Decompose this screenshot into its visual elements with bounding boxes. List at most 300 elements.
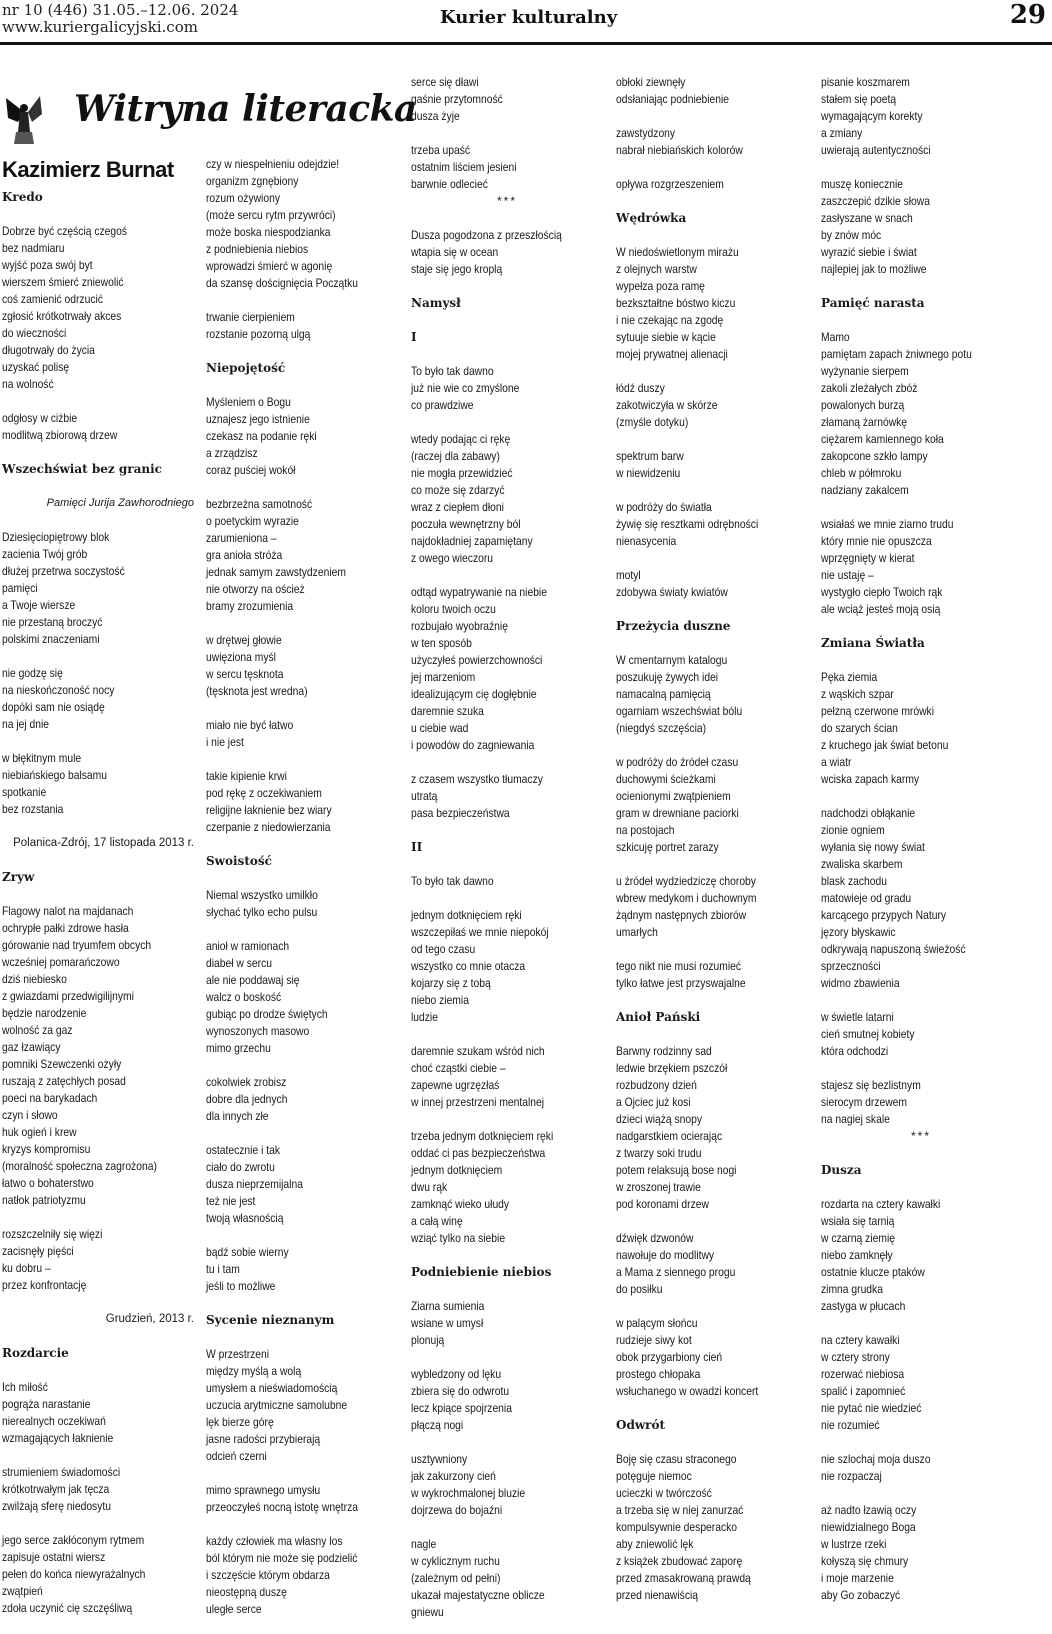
verse-line: nieostępną duszę [206, 1585, 287, 1599]
verse-line: nie godzę się [2, 666, 63, 680]
verse-line: ale wciąż jesteś moją osią [821, 602, 941, 616]
verse-line: u źródeł wydziedziczę choroby [616, 874, 756, 888]
verse-line: ostatecznie i tak [206, 1143, 281, 1157]
verse-line: do posiłku [616, 1282, 663, 1296]
stanza-break [616, 992, 781, 1009]
verse-line: chleb w półmroku [821, 466, 902, 480]
verse-line: a wiatr [821, 755, 852, 769]
verse-line: Dusza pogodzona z przeszłością [411, 228, 562, 242]
verse-line: dziś niebiesko [2, 972, 67, 986]
verse-line: koloru twoich oczu [411, 602, 496, 616]
verse-line: pełen do końca niewyrażalnych [2, 1567, 146, 1581]
stanza-break [821, 992, 993, 1009]
verse-line: ale nie poddawaj się [206, 973, 300, 987]
stanza-break [2, 1362, 167, 1379]
site-url[interactable]: www.kuriergalicyjski.com [2, 18, 198, 36]
verse-line: spalić i zapomnieć [821, 1384, 906, 1398]
stanza-break [206, 292, 371, 309]
verse-line: może boska niespodzianka [206, 225, 331, 239]
poem-dateline: Grudzień, 2013 r. [105, 1313, 194, 1325]
verse-line: walcz o boskość [206, 990, 282, 1004]
verse-line: nie ustaję – [821, 568, 874, 582]
poem-title: Kredo [2, 190, 43, 204]
stanza-break [206, 1227, 371, 1244]
verse-line: zgłosić krótkotrwały akces [2, 309, 122, 323]
verse-line: Niemal wszystko umilkło [206, 888, 318, 902]
verse-line: umarłych [616, 925, 658, 939]
verse-line: (moralność społeczna zagrożona) [2, 1159, 157, 1173]
verse-line: wtedy podając ci rękę [411, 432, 511, 446]
verse-line: nie otworzy na oścież [206, 582, 305, 596]
verse-line: zaszczepić dzikie słowa [821, 194, 930, 208]
stanza-break [616, 635, 781, 652]
verse-line: Dziesięciopiętrowy blok [2, 530, 110, 544]
verse-line: stałem się poetą [821, 92, 897, 106]
stanza-break [616, 108, 781, 125]
stanza-break [411, 278, 576, 295]
verse-line: w podróży do światła [616, 500, 712, 514]
verse-line: odsłaniając podniebienie [616, 92, 730, 106]
verse-line: wyłania się nowy świat [821, 840, 925, 854]
verse-line: niewidzialnego Boga [821, 1520, 916, 1534]
verse-line: w cyklicznym ruchu [411, 1554, 500, 1568]
column-2 [206, 156, 398, 1618]
verse-line: opływa rozgrzeszeniem [616, 177, 724, 191]
stanza-break [206, 615, 371, 632]
verse-line: nierealnych oczekiwań [2, 1414, 106, 1428]
verse-line: ochrypłe pałki zdrowe hasła [2, 921, 129, 935]
poem-title: Niepojętość [206, 361, 286, 375]
stanza-break [206, 1057, 371, 1074]
verse-line: zacisnęły pięści [2, 1244, 74, 1258]
verse-line: natłok patriotyzmu [2, 1193, 86, 1207]
verse-line: wypełza poza ramę [616, 279, 705, 293]
verse-line: do wieczności [2, 326, 67, 340]
verse-line: żądnym następnych zbiorów [616, 908, 747, 922]
verse-line: a trzeba się w niej zanurzać [616, 1503, 744, 1517]
verse-line: gra anioła stróża [206, 548, 283, 562]
verse-line: pisanie koszmarem [821, 75, 910, 89]
angel-statue-icon [2, 92, 46, 144]
verse-line: zasłyszane w snach [821, 211, 913, 225]
poem-title: Rozdarcie [2, 1346, 69, 1360]
stanza-break [821, 1060, 993, 1077]
stanza-break [616, 856, 781, 873]
verse-line: zarumieniona – [206, 531, 277, 545]
verse-line: Ziarna sumienia [411, 1299, 485, 1313]
poem-title: Dusza [821, 1163, 862, 1177]
verse-line: długotrwały do życia [2, 343, 95, 357]
verse-line: diabeł w sercu [206, 956, 272, 970]
verse-line: bądź sobie wierny [206, 1245, 289, 1259]
verse-line: wbrew medykom i duchownym [616, 891, 757, 905]
verse-line: w drętwej głowie [206, 633, 282, 647]
verse-line: prostego chłopaka [616, 1367, 701, 1381]
verse-line: dwu rąk [411, 1180, 448, 1194]
stanza-break [2, 206, 167, 223]
verse-line: pod rękę z oczekiwaniem [206, 786, 322, 800]
verse-line: a zrządzisz [206, 446, 258, 460]
verse-line: u ciebie wad [411, 721, 469, 735]
verse-line: (zmyśle dotyku) [616, 415, 689, 429]
stanza-break [616, 1213, 781, 1230]
verse-line: religijne łaknienie bez wiary [206, 803, 332, 817]
stanza-break [411, 1281, 576, 1298]
verse-line: bezbrzeżna samotność [206, 497, 313, 511]
verse-line: pełzną czerwone mrówki [821, 704, 934, 718]
poem-title: Zmiana Światła [821, 636, 925, 650]
verse-line: anioł w ramionach [206, 939, 290, 953]
verse-line: z olejnych warstw [616, 262, 697, 276]
poem-title: Przeżycia duszne [616, 619, 731, 633]
stanza-break [2, 1294, 167, 1311]
verse-line: nie szlochaj moja duszo [821, 1452, 931, 1466]
verse-line: ocienionymi zwątpieniem [616, 789, 731, 803]
stanza-break [2, 1515, 167, 1532]
verse-line: trzeba upaść [411, 143, 471, 157]
verse-line: dłużej przetrwa soczystość [2, 564, 125, 578]
verse-line: zbiera się do odwrotu [411, 1384, 510, 1398]
verse-line: gaśnie przytomność [411, 92, 503, 106]
verse-line: motyl [616, 568, 641, 582]
stanza-break [616, 737, 781, 754]
verse-line: z gwiazdami przedwigilijnymi [2, 989, 134, 1003]
verse-line: w błękitnym mule [2, 751, 82, 765]
verse-line: uwierają autentyczności [821, 143, 931, 157]
stanza-break [411, 414, 576, 431]
verse-line: odtąd wypatrywanie na niebie [411, 585, 547, 599]
stanza-break [2, 852, 167, 869]
stanza-break [821, 1145, 993, 1162]
verse-line: nienasycenia [616, 534, 677, 548]
verse-line: zastyga w płucach [821, 1299, 906, 1313]
verse-line: zdoła uczynić cię szczęśliwą [2, 1601, 133, 1615]
verse-line: rozszczelniły się więzi [2, 1227, 103, 1241]
stanza-break [206, 1329, 371, 1346]
verse-line: Mamo [821, 330, 850, 344]
verse-line: aby zniewolić lęk [616, 1537, 694, 1551]
verse-line: krótkotrwałym jak tęcza [2, 1482, 110, 1496]
verse-line: na postojach [616, 823, 675, 837]
verse-line: o poetyckim wyrazie [206, 514, 299, 528]
verse-line: modlitwą zbiorową drzew [2, 428, 118, 442]
stanza-break [411, 754, 576, 771]
verse-line: odkrywają napuszoną świeżość [821, 942, 966, 956]
verse-line: tu i tam [206, 1262, 240, 1276]
stanza-break [411, 1434, 576, 1451]
verse-line: To było tak dawno [411, 874, 494, 888]
verse-line: przed nienawiścią [616, 1588, 699, 1602]
verse-line: która odchodzi [821, 1044, 889, 1058]
verse-line: w ten sposób [411, 636, 472, 650]
verse-line: nawołuje do modlitwy [616, 1248, 715, 1262]
verse-line: ostatnie klucze ptaków [821, 1265, 925, 1279]
verse-line: jęzory błyskawic [821, 925, 896, 939]
verse-line: ostatnim liściem jesieni [411, 160, 517, 174]
verse-line: dobre dla jednych [206, 1092, 288, 1106]
verse-line: serce się dławi [411, 75, 479, 89]
verse-line: dzieci wiążą snopy [616, 1112, 703, 1126]
verse-line: nadgarstkiem ocierając [616, 1129, 723, 1143]
verse-line: w palącym słońcu [616, 1316, 698, 1330]
verse-line: i moje marzenie [821, 1571, 894, 1585]
verse-line: huk ogień i krew [2, 1125, 77, 1139]
verse-line: kołyszą się chmury [821, 1554, 909, 1568]
stanza-break [2, 886, 167, 903]
verse-line: kryzys kompromisu [2, 1142, 91, 1156]
verse-line: jak zakurzony cień [411, 1469, 496, 1483]
verse-line: a Mama z siennego progu [616, 1265, 736, 1279]
stanza-break [2, 733, 167, 750]
verse-line: każdy człowiek ma własny los [206, 1534, 343, 1548]
verse-line: najlepiej jak to możliwe [821, 262, 927, 276]
stanza-break [411, 822, 576, 839]
verse-line: wystygło ciepło Twoich rąk [821, 585, 943, 599]
verse-line: cień smutnej kobiety [821, 1027, 915, 1041]
verse-line: uznajesz jego istnienie [206, 412, 310, 426]
verse-line: niebiańskiego balsamu [2, 768, 108, 782]
verse-line: w podróży do źródeł czasu [616, 755, 739, 769]
verse-line: czerpanie z niedowierzania [206, 820, 331, 834]
stanza-break [411, 1111, 576, 1128]
verse-line: (raczej dla zabawy) [411, 449, 500, 463]
verse-line: pamiętam zapach żniwnego potu [821, 347, 972, 361]
verse-line: w sercu tęsknota [206, 667, 284, 681]
verse-line: Myśleniem o Bogu [206, 395, 291, 409]
verse-line: przez konfrontację [2, 1278, 87, 1292]
verse-line: wprowadzi śmierć w agonię [206, 259, 333, 273]
verse-line: wtapia się w ocean [411, 245, 499, 259]
stanza-break [411, 567, 576, 584]
verse-line: wziąć tylko na siebie [411, 1231, 506, 1245]
verse-line: zakotwiczyła w skórze [616, 398, 718, 412]
stanza-break [206, 921, 371, 938]
verse-line: sprzeczności [821, 959, 881, 973]
verse-line: poszukuję żywych idei [616, 670, 719, 684]
verse-line: duchowymi ścieżkami [616, 772, 716, 786]
verse-line: takie kipienie krwi [206, 769, 287, 783]
verse-line: przeoczyłeś nocną istotę wnętrza [206, 1500, 359, 1514]
section-separator: *** [910, 1129, 931, 1143]
verse-line: trzeba jednym dotknięciem ręki [411, 1129, 554, 1143]
verse-line: z wąskich szpar [821, 687, 894, 701]
verse-line: ciężarem kamiennego koła [821, 432, 944, 446]
verse-line: na nieskończoność nocy [2, 683, 115, 697]
verse-line: wynoszonych masowo [206, 1024, 310, 1038]
stanza-break [821, 1315, 993, 1332]
verse-line: sierocym drzewem [821, 1095, 908, 1109]
verse-line: choć cząstki ciebie – [411, 1061, 506, 1075]
verse-line: wyjść poza swój byt [2, 258, 93, 272]
verse-line: miało nie być łatwo [206, 718, 294, 732]
stanza-break [616, 1298, 781, 1315]
stanza-break [206, 343, 371, 360]
verse-line: karcącego przypych Natury [821, 908, 947, 922]
stanza-break [821, 1179, 993, 1196]
verse-line: matowieje od gradu [821, 891, 912, 905]
verse-line: rudzieje siwy kot [616, 1333, 692, 1347]
verse-line: a Twoje wiersze [2, 598, 76, 612]
verse-line: stajesz się bezlistnym [821, 1078, 921, 1092]
verse-line: nie mogła przewidzieć [411, 466, 513, 480]
verse-line: wprzęgnięty w kierat [821, 551, 915, 565]
verse-line: czekasz na podanie ręki [206, 429, 317, 443]
verse-line: zacienia Twój grób [2, 547, 88, 561]
stanza-break [616, 159, 781, 176]
verse-line: nabrał niebiańskich kolorów [616, 143, 743, 157]
verse-line: obłoki ziewnęły [616, 75, 686, 89]
verse-line: zdobywa światy kwiatów [616, 585, 728, 599]
verse-line: górowanie nad tryumfem obcych [2, 938, 152, 952]
verse-line: barwnie odlecieć [411, 177, 488, 191]
verse-line: kojarzy się z tobą [411, 976, 491, 990]
verse-line: ruszają z zatęchłych posad [2, 1074, 126, 1088]
verse-line: organizm zgnębiony [206, 174, 299, 188]
verse-line: łatwo o bohaterstwo [2, 1176, 94, 1190]
stanza-break [821, 1485, 993, 1502]
verse-line: Barwny rodzinny sad [616, 1044, 712, 1058]
verse-line: muszę koniecznie [821, 177, 904, 191]
verse-line: pasa bezpieczeństwa [411, 806, 510, 820]
stanza-break [206, 377, 371, 394]
verse-line: niebo zamknęły [821, 1248, 893, 1262]
verse-line: zawstydzony [616, 126, 676, 140]
stanza-break [821, 278, 993, 295]
verse-line: wsiała się tarnią [821, 1214, 895, 1228]
author-name: Kazimierz Burnat [2, 157, 174, 182]
verse-line: Ich miłość [2, 1380, 48, 1394]
verse-line: dojrzewa do bojaźni [411, 1503, 503, 1517]
verse-line: zimna grudka [821, 1282, 883, 1296]
verse-line: daremnie szukam wśród nich [411, 1044, 545, 1058]
stanza-break [411, 312, 576, 329]
verse-line: jego serce zakłóconym rytmem [2, 1533, 145, 1547]
verse-line: nie pytać nie wiedzieć [821, 1401, 922, 1415]
verse-line: odgłosy w ciżbie [2, 411, 78, 425]
stanza-break [411, 856, 576, 873]
verse-line: dopóki sam nie osiądę [2, 700, 105, 714]
verse-line: zwaliska skarbem [821, 857, 903, 871]
stanza-break [821, 788, 993, 805]
verse-line: wcześniej pomarańczowo [2, 955, 120, 969]
verse-line: wciska zapach karmy [821, 772, 920, 786]
verse-line: zwątpień [2, 1584, 43, 1598]
verse-line: utratą [411, 789, 438, 803]
verse-line: przed zmasakrowaną prawdą [616, 1571, 751, 1585]
verse-line: nie przestaną broczyć [2, 615, 103, 629]
verse-line: pamięci [2, 581, 38, 595]
verse-line: użyczyłeś powierzchowności [411, 653, 543, 667]
verse-line: w cztery strony [821, 1350, 890, 1364]
verse-line: czy w niespełnieniu odejdzie! [206, 157, 340, 171]
verse-line: zakoli zleżałych zbóż [821, 381, 918, 395]
verse-line: aż nadto łzawią oczy [821, 1503, 917, 1517]
verse-line: odcień czerni [206, 1449, 267, 1463]
verse-line: ludzie [411, 1010, 438, 1024]
verse-line: na cztery kawałki [821, 1333, 900, 1347]
verse-line: daremnie szuka [411, 704, 484, 718]
verse-line: do szarych ścian [821, 721, 898, 735]
verse-line: poeci na barykadach [2, 1091, 98, 1105]
verse-line: strumieniem świadomości [2, 1465, 121, 1479]
verse-line: mimo grzechu [206, 1041, 271, 1055]
stanza-break [616, 550, 781, 567]
verse-line: tylko łatwe jest przyswajalne [616, 976, 746, 990]
verse-line: który mnie nie opuszcza [821, 534, 932, 548]
verse-line: zapewne ugrzęzłaś [411, 1078, 500, 1092]
header-rule [0, 42, 1052, 45]
verse-line: gubiąc po drodze świętych [206, 1007, 328, 1021]
verse-line: trwanie cierpieniem [206, 310, 295, 324]
poem-title: Zryw [2, 870, 35, 884]
verse-line: by znów móc [821, 228, 882, 242]
verse-line: i nie jest [206, 735, 244, 749]
stanza-break [206, 870, 371, 887]
verse-line: uwięziona myśl [206, 650, 276, 664]
stanza-break [2, 444, 167, 461]
verse-line: gniewu [411, 1605, 444, 1619]
stanza-break [616, 1434, 781, 1451]
verse-line: jednym dotknięciem ręki [411, 908, 522, 922]
stanza-break [616, 601, 781, 618]
verse-line: w niewidzeniu [616, 466, 681, 480]
stanza-break [206, 1125, 371, 1142]
verse-line: spektrum barw [616, 449, 684, 463]
stanza-break [206, 1516, 371, 1533]
verse-line: jeśli to możliwe [206, 1279, 276, 1293]
verse-line: cokolwiek zrobisz [206, 1075, 287, 1089]
verse-line: (może sercu rytm przywróci) [206, 208, 336, 222]
stanza-break [206, 751, 371, 768]
verse-line: z czasem wszystko tłumaczy [411, 772, 543, 786]
masthead-title: Witryna literacka [74, 88, 417, 130]
verse-line: co prawdziwe [411, 398, 474, 412]
stanza-break [2, 1328, 167, 1345]
verse-line: coś zamienić odrzucić [2, 292, 103, 306]
verse-line: gram w drewniane paciorki [616, 806, 739, 820]
verse-line: mimo sprawnego umysłu [206, 1483, 321, 1497]
verse-line: (tęsknota jest wredna) [206, 684, 308, 698]
stanza-break [411, 890, 576, 907]
verse-line: z książek zbudować zaporę [616, 1554, 743, 1568]
stanza-break [411, 1519, 576, 1536]
column-1 [2, 189, 194, 1617]
verse-line: na wolność [2, 377, 54, 391]
stanza-break [411, 1247, 576, 1264]
verse-line: blask zachodu [821, 874, 887, 888]
stanza-break [206, 700, 371, 717]
verse-line: najdokładniej zapamiętany [411, 534, 533, 548]
verse-line: rozbudzony dzień [616, 1078, 697, 1092]
verse-line: zwilżają sferę niedosytu [2, 1499, 111, 1513]
verse-line: zakopcone szkło lampy [821, 449, 928, 463]
verse-line: jej marzeniom [411, 670, 476, 684]
stanza-break [2, 393, 167, 410]
poem-title: Pamięć narasta [821, 296, 925, 310]
verse-line: lęk bierze górę [206, 1415, 274, 1429]
verse-line: na jej dnie [2, 717, 50, 731]
stanza-break [2, 1209, 167, 1226]
verse-line: nadziany zakalcem [821, 483, 909, 497]
stanza-break [616, 1026, 781, 1043]
verse-line: jasne radości przybierają [206, 1432, 321, 1446]
verse-line: kompulsywnie desperacko [616, 1520, 738, 1534]
column-3 [411, 74, 603, 1621]
verse-line: umysłem a nieświadomością [206, 1381, 338, 1395]
verse-line: między myślą a wolą [206, 1364, 302, 1378]
verse-line: powalonych burzą [821, 398, 905, 412]
verse-line: sytuuje siebie w kącie [616, 330, 716, 344]
